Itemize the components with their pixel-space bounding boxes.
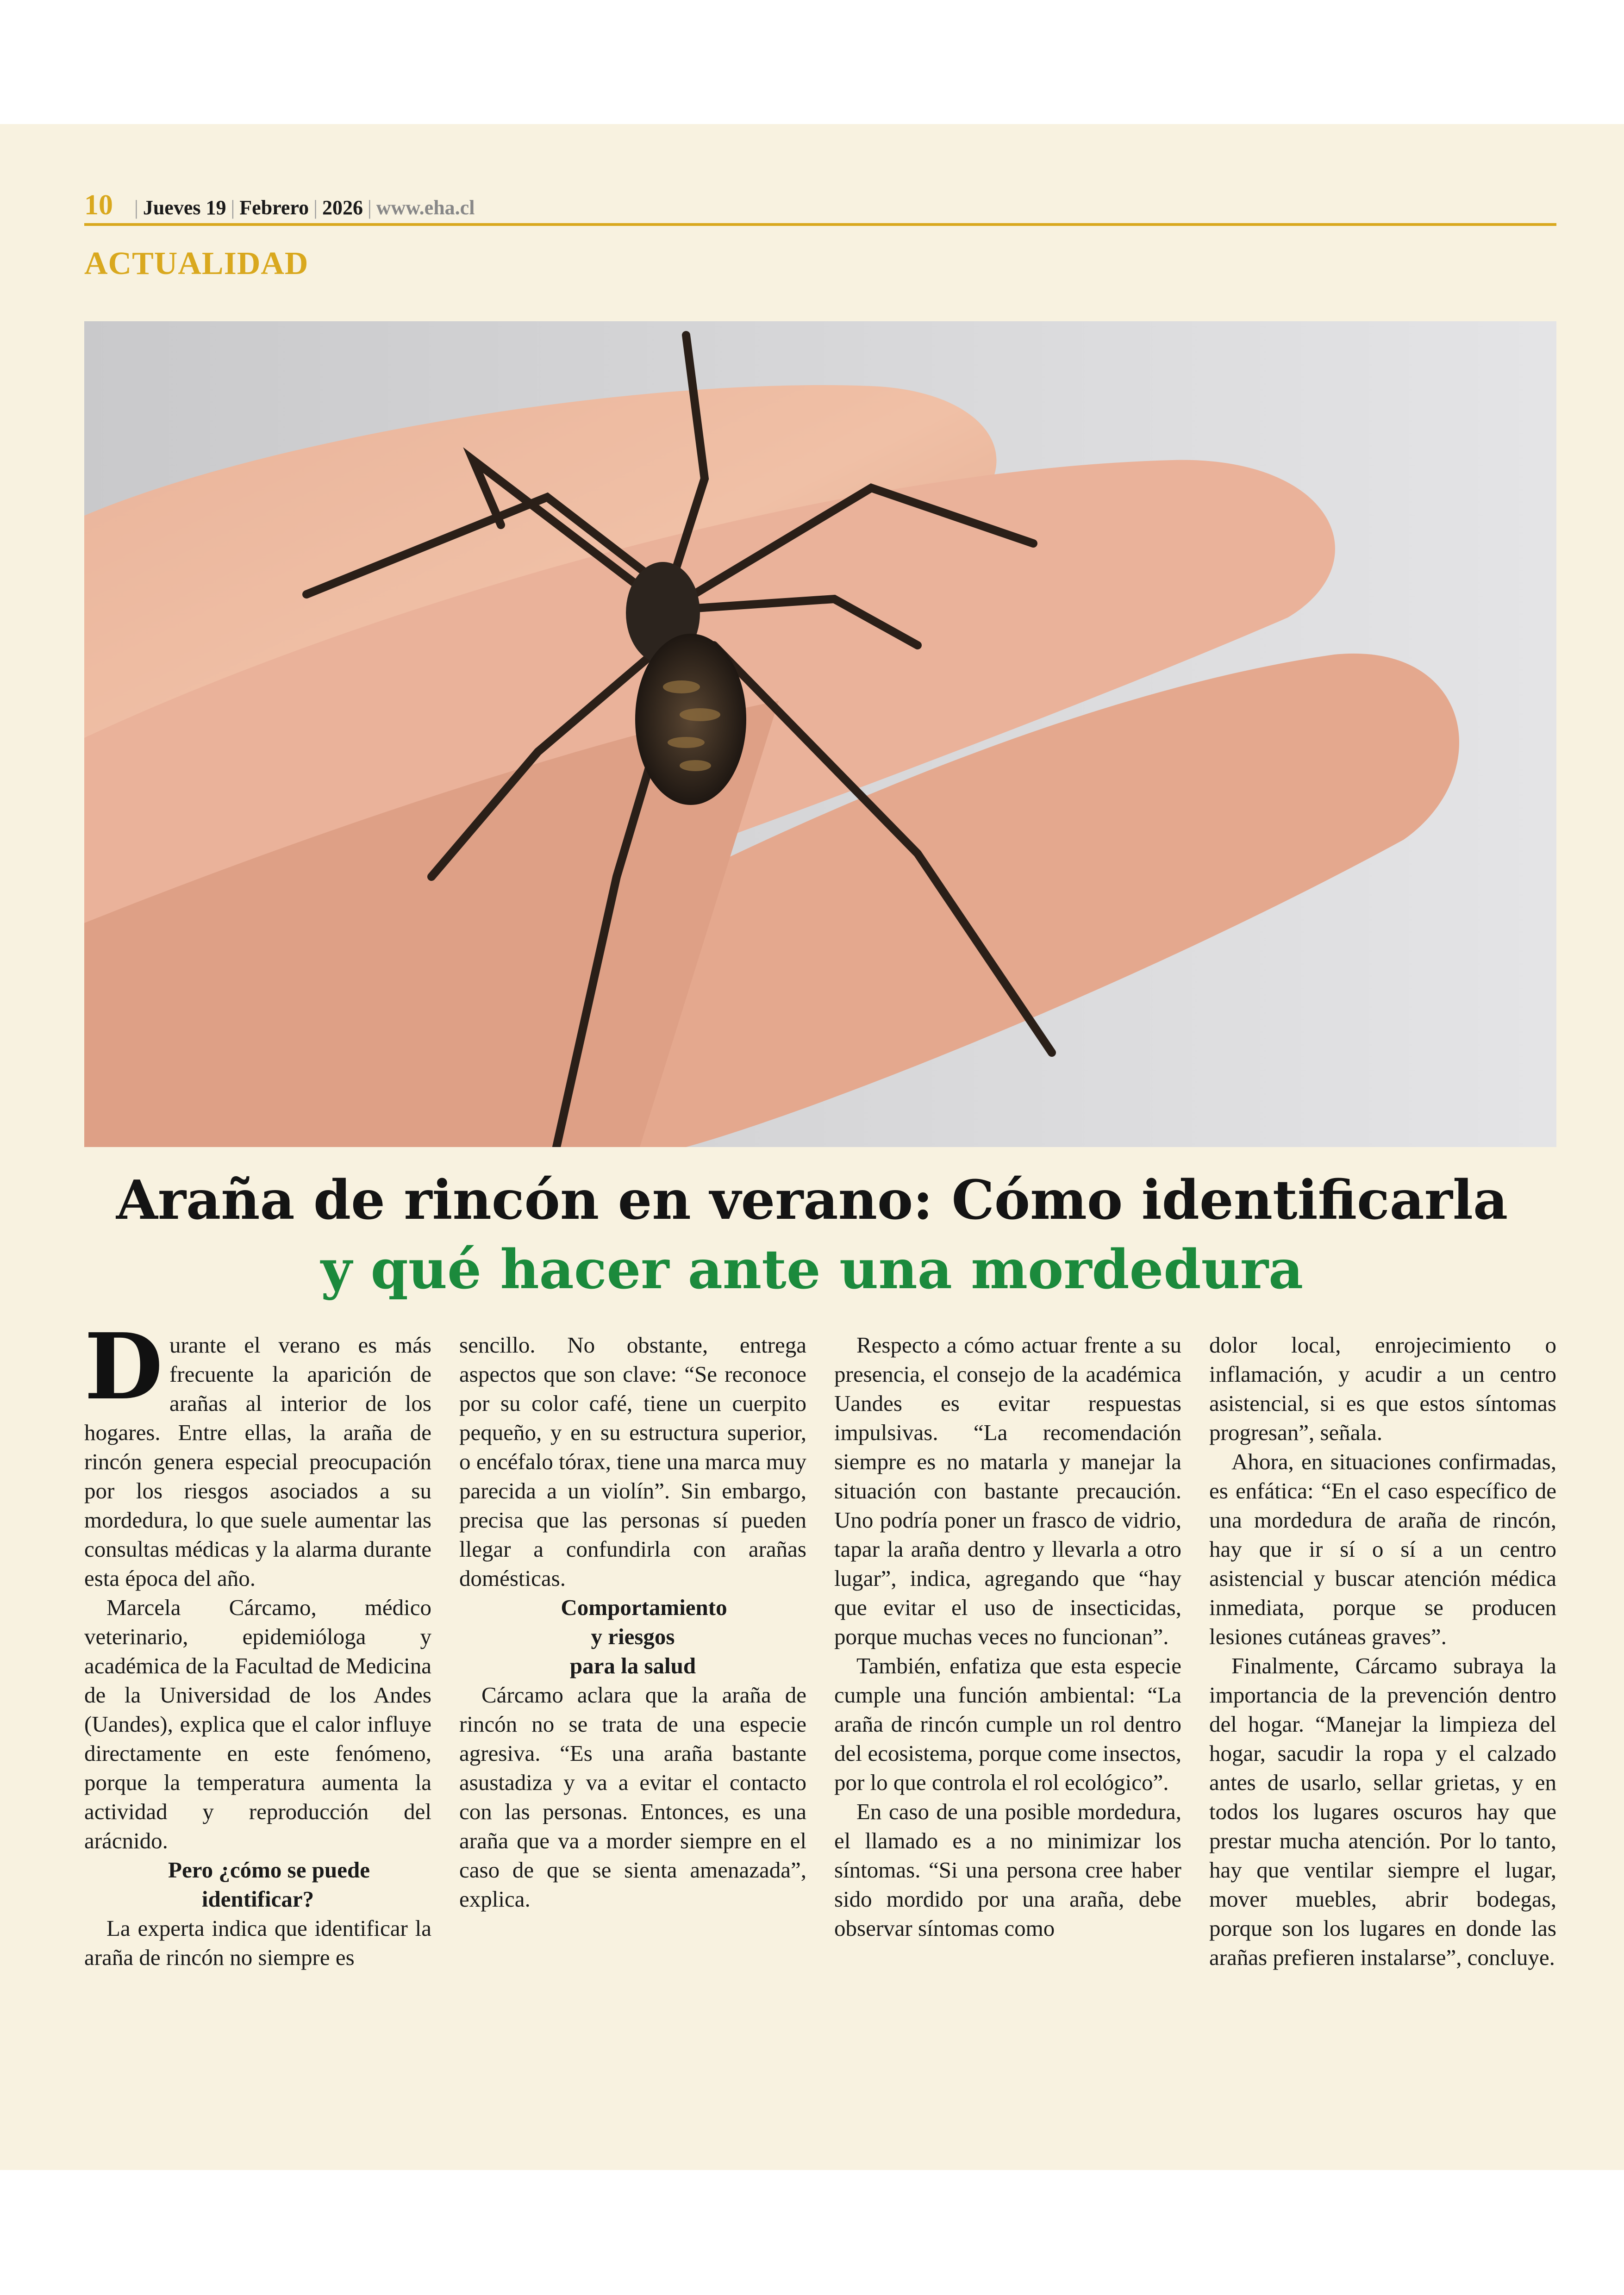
- page-header: 10 | Jueves 19 | Febrero | 2026 | www.eha.cl: [84, 193, 1556, 226]
- paragraph: Durante el verano es más frecuente la aparición de arañas al interior de los hogares. Entre ellas, la araña de rincón genera especial preocupación por los riesgos asociados a su mordedura, lo que suele aumentar las consultas médicas y la alarma durante esta época del año.: [84, 1314, 431, 1591]
- drop-cap: D: [84, 1314, 163, 1420]
- spider-on-hand-photo: [84, 321, 1556, 1147]
- column-2: [459, 1330, 806, 2219]
- paragraph: Marcela Cárcamo, médico veterinario, epidemióloga y académica de la Facultad de Medicina de la Universidad de los Andes (Uandes), explica que el calor influye directamente en este fenómeno, porque la temperatura aumenta la actividad y reproducción del arácnido.: [84, 1595, 431, 1853]
- paragraph: La experta indica que identificar la araña de rincón no siempre es: [84, 1915, 431, 1970]
- paragraph: sencillo. No obstante, entrega aspectos que son clave: “Se reconoce por su color café, tiene un cuerpito pequeño, y en su estructura superior, o encéfalo tórax, tiene una marca muy parecida a un violín”. Sin embargo, precisa que las personas sí pueden llegar a confundirla con arañas domésticas.: [459, 1332, 806, 1591]
- article-body: [84, 1314, 1556, 2219]
- paragraph: dolor local, enrojecimiento o inflamación, y acudir a un centro asistencial, si es que estos síntomas progresan”, señala.: [1209, 1332, 1556, 1445]
- paragraph: Ahora, en situaciones confirmadas, es enfática: “En el caso específico de una mordedura de araña de rincón, hay que ir sí o sí a un centro asistencial y buscar atención médica inmediata, porque se producen lesiones cutáneas graves”.: [1209, 1449, 1556, 1649]
- paragraph: Finalmente, Cárcamo subraya la importancia de la prevención dentro del hogar. “Manejar la limpieza del hogar, sacudir la ropa y el calzado antes de usarlo, sellar grietas, y en todos los lugares oscuros hay que prestar mucha atención. Por lo tanto, hay que ventilar siempre el lugar, mover muebles, abrir bodegas, porque son los lugares en donde las arañas prefieren instalarse”, concluye.: [1209, 1653, 1556, 1970]
- newspaper-page: [0, 124, 1624, 2170]
- subheading: Comportamiento y riesgos para la salud: [561, 1595, 727, 1678]
- page-number: 10: [84, 189, 113, 221]
- issue-day: Jueves 19: [143, 196, 226, 219]
- headline-line-2: y qué hacer ante una mordedura: [320, 1238, 1304, 1301]
- paragraph: También, enfatiza que esta especie cumple una función ambiental: “La araña de rincón cumple un rol dentro del ecosistema, porque come insectos, por lo que controla el rol ecológico”.: [834, 1653, 1181, 1795]
- column-4: [1209, 1330, 1556, 2219]
- paragraph: En caso de una posible mordedura, el llamado es a no minimizar los síntomas. “Si una persona cree haber sido mordido por una araña, debe observar síntomas como: [834, 1799, 1181, 1941]
- article-photo: [84, 321, 1556, 1147]
- article-headline: [0, 1166, 1624, 1304]
- section-title: ACTUALIDAD: [84, 246, 309, 281]
- paragraph: Respecto a cómo actuar frente a su presencia, el consejo de la académica Uandes es evitar respuestas impulsivas. “La recomendación siempre es no matarla y manejar la situación con bastante precaución. Uno podría poner un frasco de vidrio, tapar la araña dentro y llevarla a otro lugar”, indica, agregando que “hay que evitar el uso de insecticidas, porque muchas veces no funcionan”.: [834, 1332, 1181, 1649]
- column-3: [834, 1330, 1181, 2219]
- paragraph: Cárcamo aclara que la araña de rincón no se trata de una especie agresiva. “Es una araña bastante asustadiza y va a evitar el contacto con las personas. Entonces, es una araña que va a morder siempre en el caso de que se sienta amenazada”, explica.: [459, 1682, 806, 1912]
- website-link[interactable]: www.eha.cl: [376, 196, 475, 219]
- headline-line-1: Araña de rincón en verano: Cómo identificarla: [116, 1169, 1508, 1232]
- issue-month: Febrero: [239, 196, 309, 219]
- column-1: [84, 1314, 431, 2219]
- subheading: Pero ¿cómo se puede identificar?: [168, 1857, 370, 1912]
- issue-year: 2026: [322, 196, 363, 219]
